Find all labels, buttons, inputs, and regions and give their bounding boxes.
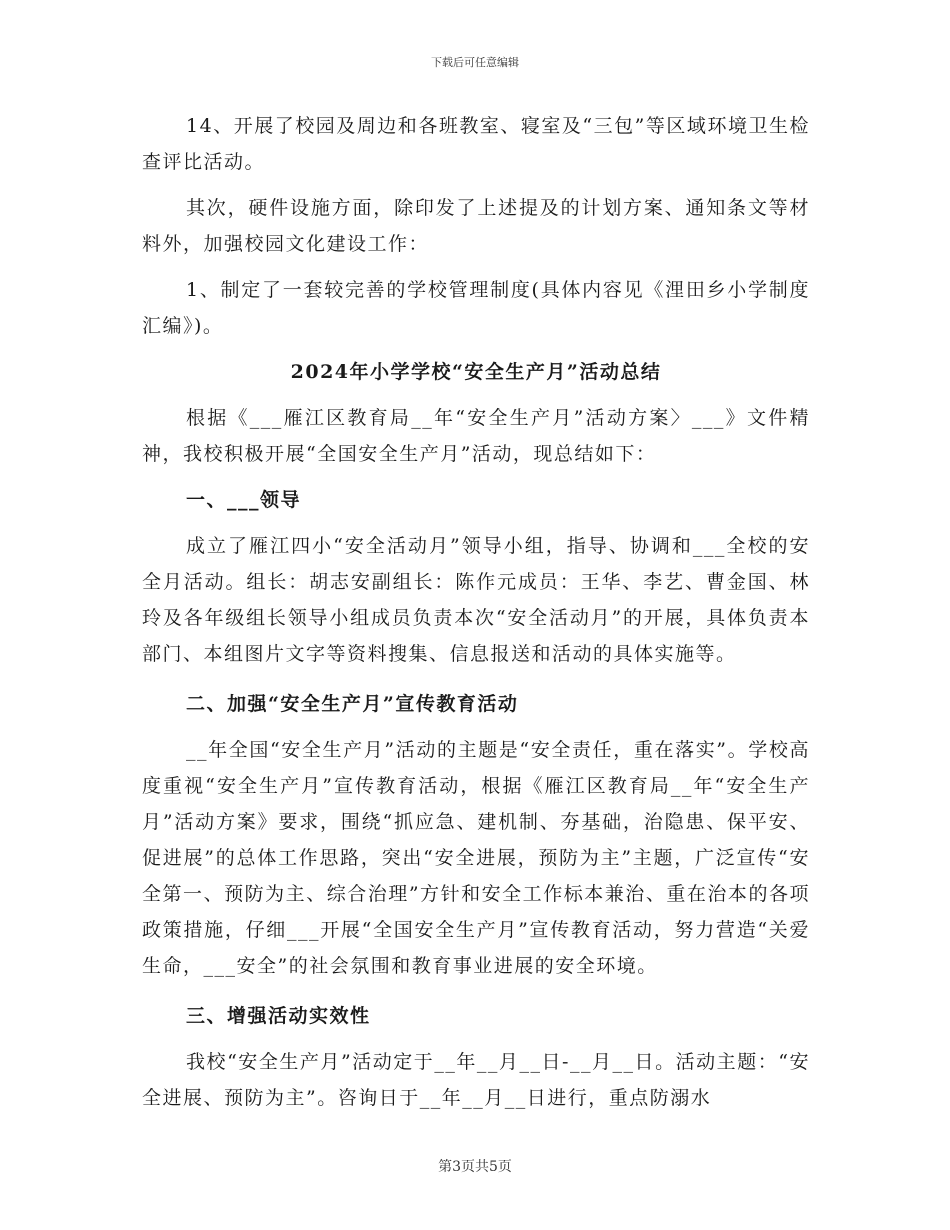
document-body xyxy=(142,108,810,1116)
section-heading-3: 三、增强活动实效性 xyxy=(186,1005,371,1027)
section-heading-1: 一、___领导 xyxy=(186,489,302,511)
paragraph-leadership: 成立了雁江四小“安全活动月”领导小组，指导、协调和___全校的安全月活动。组长：胡志安副组长：陈作元成员：王华、李艺、曹金国、林玲及各年级组长领导小组成员负责本次“安全活动月”的开展，具体负责本部门、本组图片文字等资料搜集、信息报送和活动的具体实施等。 xyxy=(142,535,810,665)
paragraph-publicity: __年全国“安全生产月”活动的主题是“安全责任，重在落实”。学校高度重视“安全生产月”宣传教育活动，根据《雁江区教育局__年“安全生产月”活动方案》要求，围绕“抓应急、建机制、夯基础，治隐患、保平安、促进展”的总体工作思路，突出“安全进展，预防为主”主题，广泛宣传“安全第一、预防为主、综合治理”方针和安全工作标本兼治、重在治本的各项政策措施，仔细___开展“全国安全生产月”宣传教育活动，努力营造“关爱生命，___安全”的社会氛围和教育事业进展的安全环境。 xyxy=(142,739,810,977)
section-heading-2: 二、加强“安全生产月”宣传教育活动 xyxy=(186,693,519,715)
document-title: 2024年小学学校“安全生产月”活动总结 xyxy=(290,361,662,383)
page-header-note: 下载后可任意编辑 xyxy=(431,56,519,69)
paragraph-item-1: 1、制定了一套较完善的学校管理制度(具体内容见《浬田乡小学制度汇编》)。 xyxy=(142,279,810,337)
paragraph-hardware: 其次，硬件设施方面，除印发了上述提及的计划方案、通知条文等材料外，加强校园文化建设工作： xyxy=(142,197,810,255)
paragraph-intro: 根据《___雁江区教育局__年“安全生产月”活动方案〉___》文件精神，我校积极开展“全国安全生产月”活动，现总结如下： xyxy=(142,407,810,465)
paragraph-effectiveness: 我校“安全生产月”活动定于__年__月__日-__月__日。活动主题：“安全进展、预防为主”。咨询日于__年__月__日进行，重点防溺水 xyxy=(142,1051,810,1109)
paragraph-item-14: 14、开展了校园及周边和各班教室、寝室及“三包”等区域环境卫生检查评比活动。 xyxy=(142,115,810,173)
page-number: 第3页共5页 xyxy=(438,1159,512,1175)
